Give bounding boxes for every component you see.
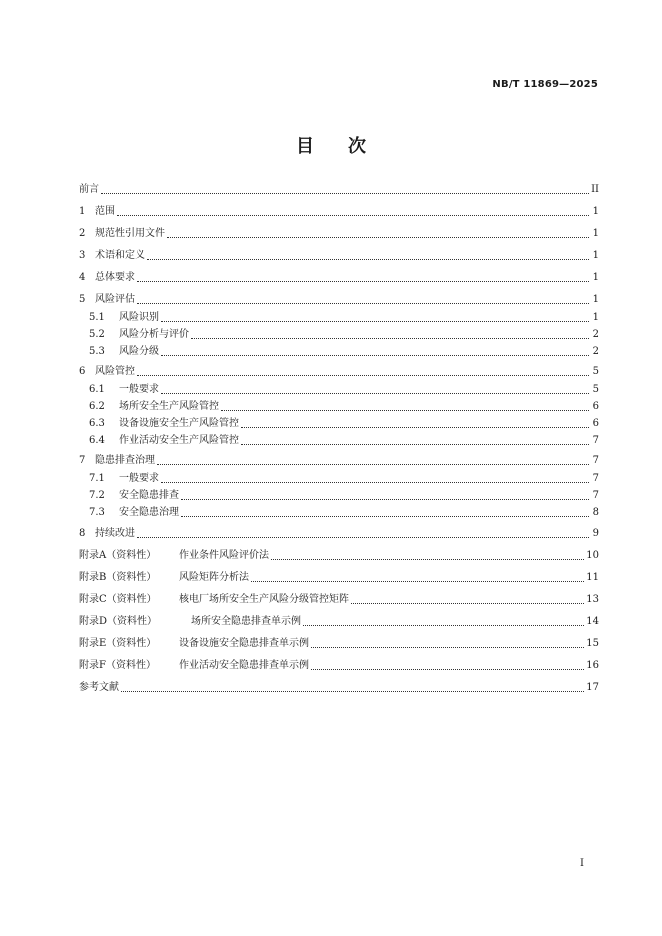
toc-entry-number: 附录B（资料性） bbox=[79, 572, 157, 583]
toc-entry-page: 1 bbox=[592, 312, 599, 323]
toc-entry-label: 作业活动安全生产风险管控 bbox=[119, 435, 239, 446]
toc-entry-number: 6 bbox=[79, 366, 86, 377]
toc-entry[interactable] bbox=[79, 364, 599, 380]
toc-leader-dots bbox=[161, 482, 589, 483]
toc-leader-dots bbox=[121, 691, 584, 692]
toc-entry-label: 风险评估 bbox=[95, 294, 135, 305]
toc-entry[interactable] bbox=[79, 680, 599, 696]
toc-entry-label: 风险分析与评价 bbox=[119, 329, 189, 340]
toc-entry-number: 7.1 bbox=[89, 473, 105, 484]
toc-entry-number: 附录E（资料性） bbox=[79, 638, 157, 649]
toc-entry-page: 7 bbox=[592, 490, 599, 501]
toc-entry-label: 风险分级 bbox=[119, 346, 159, 357]
toc-entry-page: 8 bbox=[592, 507, 599, 518]
toc-entry-label: 规范性引用文件 bbox=[95, 228, 165, 239]
toc-entry-number: 6.1 bbox=[89, 384, 105, 395]
toc-entry-label: 一般要求 bbox=[119, 473, 159, 484]
toc-leader-dots bbox=[311, 647, 584, 648]
toc-leader-dots bbox=[161, 393, 589, 394]
toc-entry[interactable] bbox=[79, 488, 599, 504]
toc-entry-number: 5.1 bbox=[89, 312, 105, 323]
toc-entry-page: 16 bbox=[586, 660, 599, 671]
toc-leader-dots bbox=[161, 355, 589, 356]
toc-entry-page: 6 bbox=[592, 401, 599, 412]
toc-leader-dots bbox=[303, 625, 584, 626]
toc-entry-page: 7 bbox=[592, 455, 599, 466]
toc-entry-page: 5 bbox=[592, 384, 599, 395]
toc-leader-dots bbox=[137, 537, 589, 538]
toc-leader-dots bbox=[241, 444, 589, 445]
toc-entry-number: 7 bbox=[79, 455, 86, 466]
toc-leader-dots bbox=[101, 193, 589, 194]
toc-entry-label: 术语和定义 bbox=[95, 250, 145, 261]
toc-entry-number: 2 bbox=[79, 228, 86, 239]
toc-leader-dots bbox=[311, 669, 584, 670]
toc-entry-page: 2 bbox=[592, 329, 599, 340]
toc-entry-page: 14 bbox=[586, 616, 599, 627]
title-char-2: 次 bbox=[348, 136, 366, 157]
toc-entry[interactable] bbox=[79, 548, 599, 564]
toc-entry-number: 3 bbox=[79, 250, 86, 261]
toc-entry-page: 7 bbox=[592, 473, 599, 484]
toc-entry[interactable] bbox=[79, 636, 599, 652]
toc-entry[interactable] bbox=[79, 526, 599, 542]
toc-leader-dots bbox=[137, 281, 589, 282]
toc-entry-number: 5.2 bbox=[89, 329, 105, 340]
page-title bbox=[0, 132, 662, 158]
toc-entry-page: 1 bbox=[592, 250, 599, 261]
standard-code: NB/T 11869—2025 bbox=[492, 79, 598, 90]
toc-leader-dots bbox=[191, 338, 589, 339]
toc-entry-number: 1 bbox=[79, 206, 86, 217]
toc-entry-page: 11 bbox=[586, 572, 599, 583]
toc-entry-label: 风险管控 bbox=[95, 366, 135, 377]
toc-leader-dots bbox=[117, 215, 589, 216]
toc-entry-label: 场所安全隐患排查单示例 bbox=[191, 616, 301, 627]
toc-entry-page: 2 bbox=[592, 346, 599, 357]
toc-entry-number: 5.3 bbox=[89, 346, 105, 357]
toc-entry-number: 4 bbox=[79, 272, 86, 283]
toc-entry[interactable] bbox=[79, 292, 599, 308]
toc-leader-dots bbox=[241, 427, 589, 428]
toc-entry[interactable] bbox=[79, 270, 599, 286]
toc-entry-page: 7 bbox=[592, 435, 599, 446]
toc-entry-number: 7.3 bbox=[89, 507, 105, 518]
toc-entry-label: 场所安全生产风险管控 bbox=[119, 401, 219, 412]
toc-entry-number: 附录D（资料性） bbox=[79, 616, 158, 627]
toc-leader-dots bbox=[147, 259, 589, 260]
toc-leader-dots bbox=[181, 499, 589, 500]
toc-leader-dots bbox=[271, 559, 584, 560]
toc-entry[interactable] bbox=[79, 453, 599, 469]
toc-leader-dots bbox=[221, 410, 589, 411]
toc-entry-label: 安全隐患治理 bbox=[119, 507, 179, 518]
toc-entry-number: 附录A（资料性） bbox=[79, 550, 157, 561]
toc-entry-page: 1 bbox=[592, 206, 599, 217]
toc-entry-page: 17 bbox=[586, 682, 599, 693]
toc-entry-label: 核电厂场所安全生产风险分级管控矩阵 bbox=[179, 594, 349, 605]
toc-entry-label: 前言 bbox=[79, 184, 99, 195]
toc-entry-label: 作业活动安全隐患排查单示例 bbox=[179, 660, 309, 671]
toc-entry[interactable] bbox=[79, 248, 599, 264]
toc-entry-label: 风险矩阵分析法 bbox=[179, 572, 249, 583]
toc-entry-label: 范围 bbox=[95, 206, 115, 217]
toc-entry-number: 6.2 bbox=[89, 401, 105, 412]
toc-entry[interactable] bbox=[79, 416, 599, 432]
toc-entry-page: 5 bbox=[592, 366, 599, 377]
toc-leader-dots bbox=[351, 603, 584, 604]
toc-entry[interactable] bbox=[79, 327, 599, 343]
toc-entry[interactable] bbox=[79, 310, 599, 326]
toc-entry-page: II bbox=[591, 184, 599, 195]
toc-entry-label: 参考文献 bbox=[79, 682, 119, 693]
toc-entry[interactable] bbox=[79, 433, 599, 449]
toc-entry-page: 15 bbox=[586, 638, 599, 649]
toc-leader-dots bbox=[181, 516, 589, 517]
toc-entry-label: 隐患排查治理 bbox=[95, 455, 155, 466]
toc-entry[interactable] bbox=[79, 592, 599, 608]
toc-leader-dots bbox=[161, 321, 589, 322]
toc-entry[interactable] bbox=[79, 614, 599, 630]
toc-entry[interactable] bbox=[79, 182, 599, 198]
toc-entry-page: 10 bbox=[586, 550, 599, 561]
toc-entry-number: 8 bbox=[79, 528, 86, 539]
toc-entry[interactable] bbox=[79, 570, 599, 586]
toc-entry-label: 总体要求 bbox=[95, 272, 135, 283]
toc-entry-number: 附录C（资料性） bbox=[79, 594, 157, 605]
toc-entry-page: 1 bbox=[592, 272, 599, 283]
title-char-1: 目 bbox=[296, 136, 314, 157]
toc-entry-page: 9 bbox=[592, 528, 599, 539]
toc-entry[interactable] bbox=[79, 226, 599, 242]
toc-entry[interactable] bbox=[79, 471, 599, 487]
toc-entry-page: 6 bbox=[592, 418, 599, 429]
toc-leader-dots bbox=[137, 375, 589, 376]
toc-entry-page: 1 bbox=[592, 294, 599, 305]
toc-leader-dots bbox=[251, 581, 584, 582]
toc-entry[interactable] bbox=[79, 382, 599, 398]
toc-entry[interactable] bbox=[79, 399, 599, 415]
toc-entry[interactable] bbox=[79, 658, 599, 674]
toc-entry-label: 一般要求 bbox=[119, 384, 159, 395]
toc-leader-dots bbox=[137, 303, 589, 304]
page-number: I bbox=[580, 858, 584, 869]
toc-entry-label: 风险识别 bbox=[119, 312, 159, 323]
toc-entry-label: 设备设施安全隐患排查单示例 bbox=[179, 638, 309, 649]
toc-entry[interactable] bbox=[79, 204, 599, 220]
toc-entry-number: 附录F（资料性） bbox=[79, 660, 156, 671]
toc-leader-dots bbox=[167, 237, 589, 238]
toc-entry-label: 设备设施安全生产风险管控 bbox=[119, 418, 239, 429]
toc-entry-number: 5 bbox=[79, 294, 86, 305]
toc-entry-page: 13 bbox=[586, 594, 599, 605]
toc-entry-label: 安全隐患排查 bbox=[119, 490, 179, 501]
toc-entry-label: 持续改进 bbox=[95, 528, 135, 539]
toc-entry[interactable] bbox=[79, 344, 599, 360]
toc-entry-number: 7.2 bbox=[89, 490, 105, 501]
toc-entry[interactable] bbox=[79, 505, 599, 521]
toc-entry-page: 1 bbox=[592, 228, 599, 239]
toc-entry-number: 6.3 bbox=[89, 418, 105, 429]
toc-leader-dots bbox=[157, 464, 589, 465]
toc-entry-number: 6.4 bbox=[89, 435, 105, 446]
toc-entry-label: 作业条件风险评价法 bbox=[179, 550, 269, 561]
